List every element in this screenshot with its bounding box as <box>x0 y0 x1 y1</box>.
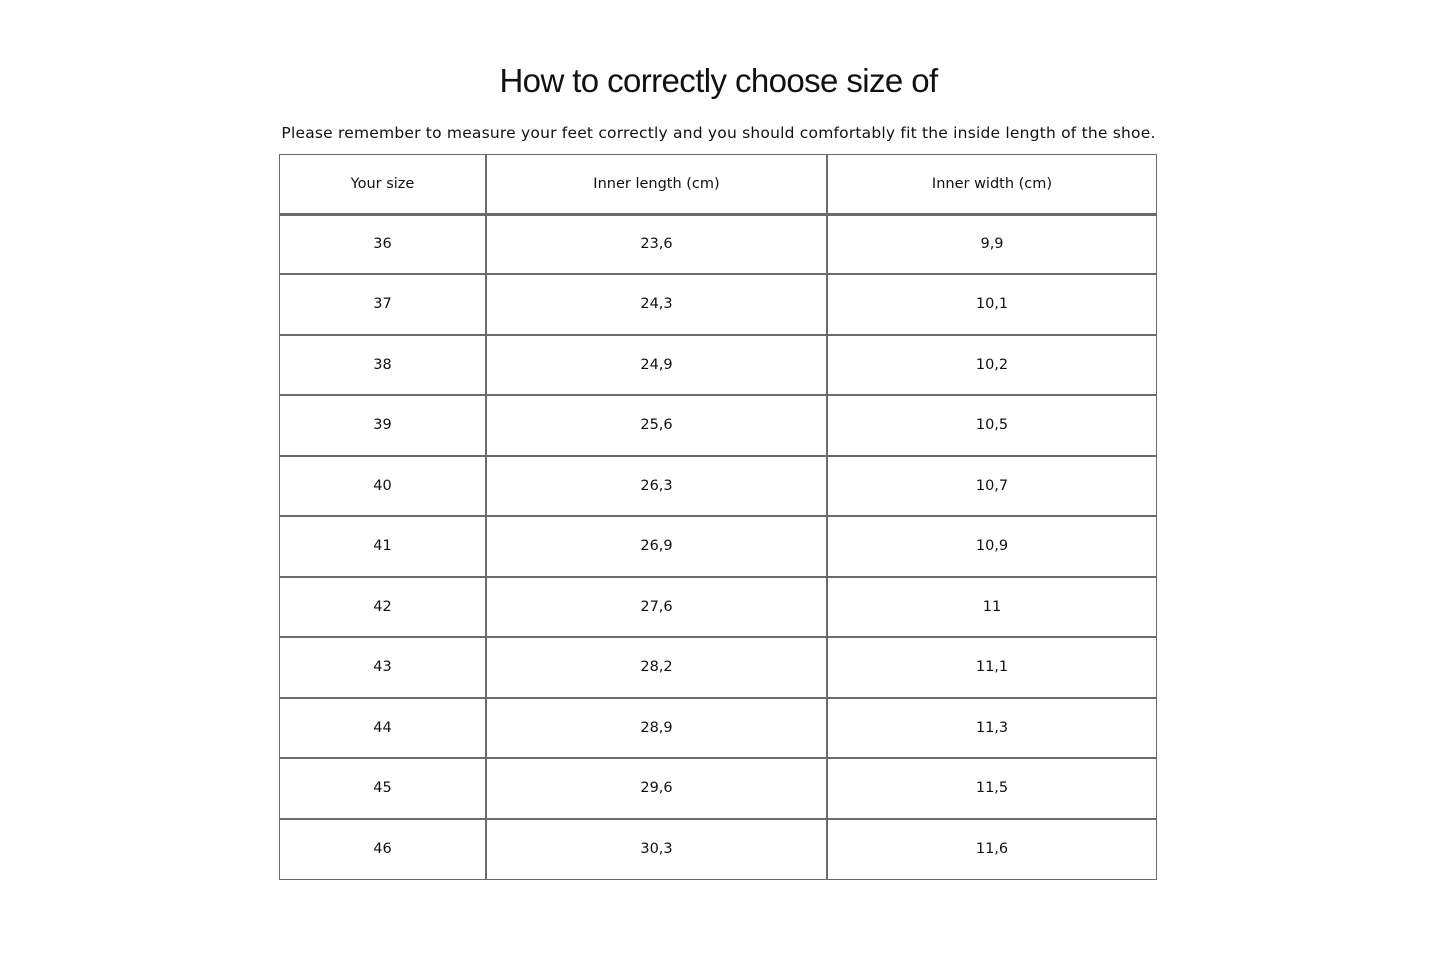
table-row <box>279 759 1157 820</box>
cell-size: 37 <box>279 275 487 336</box>
cell-inner-width: 11,3 <box>828 699 1157 760</box>
table-header <box>279 154 1157 215</box>
cell-inner-width: 11,5 <box>828 759 1157 820</box>
cell-inner-length: 25,6 <box>487 396 828 457</box>
table-row <box>279 638 1157 699</box>
cell-size: 42 <box>279 578 487 639</box>
cell-inner-length: 28,2 <box>487 638 828 699</box>
table-row <box>279 820 1157 881</box>
cell-inner-length: 26,9 <box>487 517 828 578</box>
table-row <box>279 215 1157 276</box>
cell-inner-width: 10,7 <box>828 457 1157 518</box>
cell-inner-width: 11,6 <box>828 820 1157 881</box>
cell-inner-length: 24,3 <box>487 275 828 336</box>
table-header-row <box>279 154 1157 215</box>
table-row <box>279 457 1157 518</box>
cell-size: 38 <box>279 336 487 397</box>
table-body <box>279 215 1157 881</box>
table-row <box>279 396 1157 457</box>
size-chart-table <box>279 154 1157 880</box>
header-inner-width: Inner width (cm) <box>828 154 1157 215</box>
cell-inner-width: 10,2 <box>828 336 1157 397</box>
cell-size: 43 <box>279 638 487 699</box>
cell-inner-length: 26,3 <box>487 457 828 518</box>
cell-inner-width: 9,9 <box>828 215 1157 276</box>
cell-inner-width: 11 <box>828 578 1157 639</box>
cell-size: 40 <box>279 457 487 518</box>
cell-inner-length: 29,6 <box>487 759 828 820</box>
table-row <box>279 336 1157 397</box>
cell-inner-width: 10,5 <box>828 396 1157 457</box>
cell-size: 46 <box>279 820 487 881</box>
table-row <box>279 275 1157 336</box>
cell-inner-width: 10,9 <box>828 517 1157 578</box>
page-title: How to correctly choose size of <box>499 62 938 99</box>
cell-size: 41 <box>279 517 487 578</box>
table-row <box>279 699 1157 760</box>
cell-size: 36 <box>279 215 487 276</box>
cell-inner-width: 11,1 <box>828 638 1157 699</box>
cell-inner-length: 27,6 <box>487 578 828 639</box>
cell-inner-length: 23,6 <box>487 215 828 276</box>
cell-inner-length: 30,3 <box>487 820 828 881</box>
table-row <box>279 517 1157 578</box>
cell-inner-width: 10,1 <box>828 275 1157 336</box>
cell-size: 45 <box>279 759 487 820</box>
header-inner-length: Inner length (cm) <box>487 154 828 215</box>
table-row <box>279 578 1157 639</box>
cell-size: 39 <box>279 396 487 457</box>
cell-inner-length: 28,9 <box>487 699 828 760</box>
cell-size: 44 <box>279 699 487 760</box>
header-your-size: Your size <box>279 154 487 215</box>
cell-inner-length: 24,9 <box>487 336 828 397</box>
page-subtitle: Please remember to measure your feet correctly and you should comfortably fit the inside length of the shoe. <box>281 124 1156 142</box>
